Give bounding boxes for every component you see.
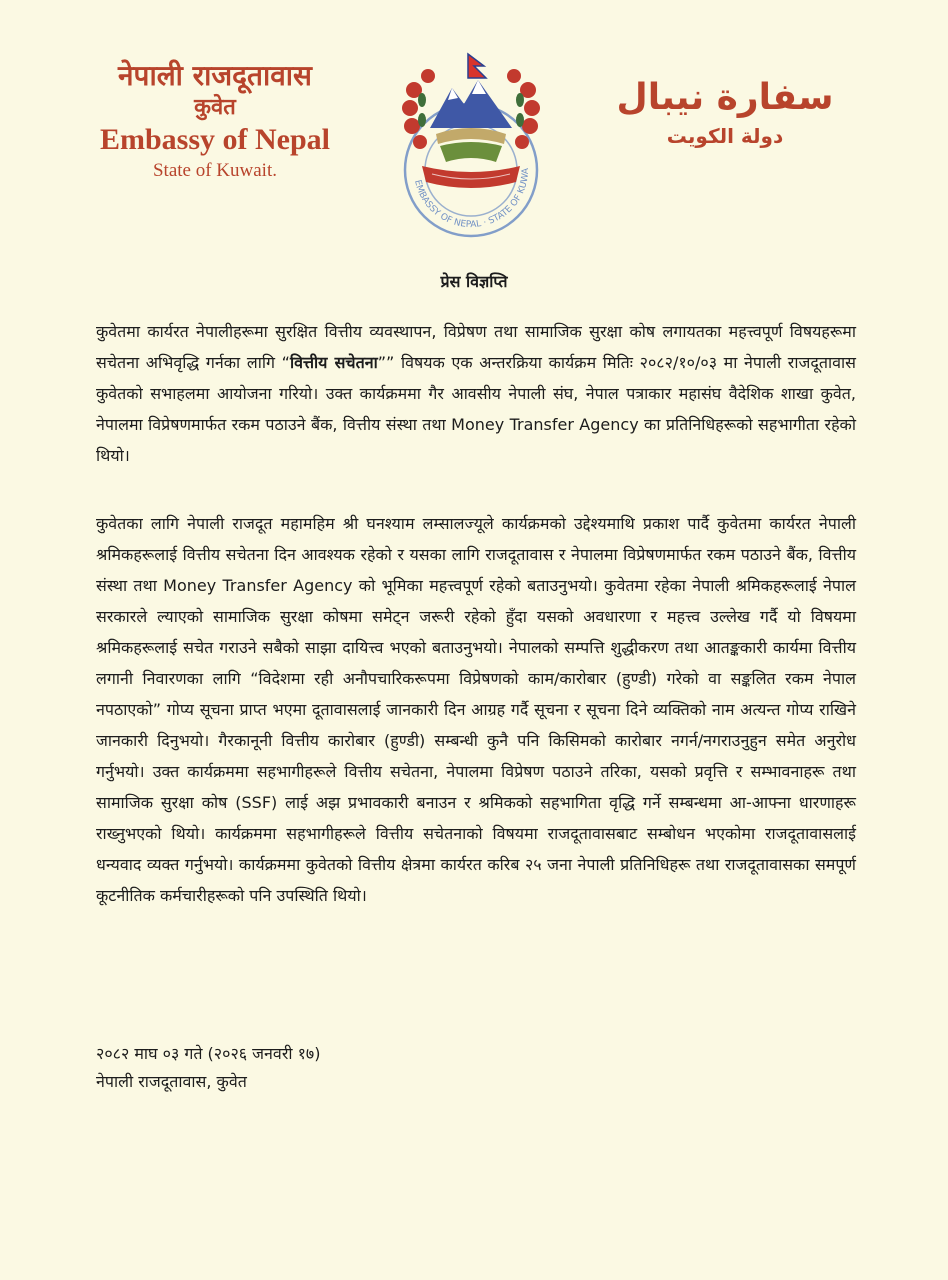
paragraph-1 xyxy=(96,316,856,471)
nepal-flag-icon xyxy=(468,54,486,78)
embassy-name-nepali: नेपाली राजदूतावास xyxy=(118,59,312,92)
mountain-icon xyxy=(430,80,512,128)
signatory: नेपाली राजदूतावास, कुवेत xyxy=(96,1072,247,1091)
paragraph-1-part-2: ”” विषयक एक अन्तरक्रिया कार्यक्रम मितिः २०८२/१०/०३ मा नेपाली राजदूतावास कुवेतको सभाहलमा आयोजना गरियो। उक्त कार्यक्रममा गैर आवसीय नेपाली संघ, नेपाल पत्राकार महासंघ वैदेशिक शाखा कुवेत, नेपालमा विप्रेषणमार्फत रकम पठाउने बैंक, वित्तीय संस्था तथा Money Transfer Agency का प्रतिनिधिहरूको सहभागीता रहेको थियो। xyxy=(96,353,856,465)
embassy-location-nepali: कुवेत xyxy=(194,95,236,120)
embassy-location-arabic: دولة الكويت xyxy=(666,124,784,148)
paragraph-1-highlight: वित्तीय सचेतना xyxy=(289,353,378,372)
document-title: प्रेस विज्ञप्ति xyxy=(440,272,508,291)
letterhead-right xyxy=(570,74,880,150)
paragraph-1-part-1: कुवेतमा कार्यरत नेपालीहरूमा सुरक्षित वित्तीय व्यवस्थापन, विप्रेषण तथा सामाजिक सुरक्षा कोष लगायतका महत्त्वपूर्ण विषयहरूमा सचेतना अभिवृद्धि गर्नका लागि “ xyxy=(96,322,856,372)
embassy-name-english: Embassy of Nepal xyxy=(99,123,331,156)
date-line: २०८२ माघ ०३ गते (२०२६ जनवरी १७) xyxy=(96,1044,321,1063)
emblem-graphic xyxy=(392,50,550,240)
signature-block xyxy=(96,1040,320,1096)
letterhead-left xyxy=(60,58,370,184)
nepal-emblem-seal xyxy=(392,50,550,240)
paragraph-2: कुवेतका लागि नेपाली राजदूत महामहिम श्री घनश्याम लम्सालज्यूले कार्यक्रमको उद्देश्यमाथि प्रकाश पार्दै कुवेतमा कार्यरत नेपाली श्रमिकहरूलाई वित्तीय सचेतना दिन आवश्यक रहेको र यसका लागि राजदूतावास र नेपालमा विप्रेषणमार्फत रकम पठाउने बैंक, वित्तीय संस्था तथा Money Transfer Agency को भूमिका महत्त्वपूर्ण रहेको बताउनुभयो। कुवेतमा रहेका नेपाली श्रमिकहरूलाई नेपाल सरकारले ल्याएको सामाजिक सुरक्षा कोषमा समेट्न जरूरी रहेको हुँदा यसको अवधारणा र महत्त्व उल्लेख गर्दै यो विषयमा श्रमिकहरूलाई सचेत गराउने सबैको साझा दायित्त्व भएको बताउनुभयो। नेपालको सम्पत्ति शुद्धीकरण तथा आतङ्ककारी कार्यमा वित्तीय लगानी निवारणका लागि “विदेशमा रही अनौपचारिकरूपमा विप्रेषणको काम/कारोबार (हुण्डी) गरेको वा सङ्कलित रकम नेपाल नपठाएको” गोप्य सूचना प्राप्त भएमा दूतावासलाई जानकारी दिन आग्रह गर्दै सूचना र सूचना दिने व्यक्तिको नाम अत्यन्त गोप्य राखिने जानकारी दिनुभयो। गैरकानूनी वित्तीय कारोबार (हुण्डी) सम्बन्धी कुनै पनि किसिमको कारोबार नगर्न/नगराउनुहुन समेत अनुरोध गर्नुभयो। उक्त कार्यक्रममा सहभागीहरूले वित्तीय सचेतना, नेपालमा विप्रेषण पठाउने तरिका, यसको प्रवृत्ति र सम्भावनाहरू तथा सामाजिक सुरक्षा कोष (SSF) लाई अझ प्रभावकारी बनाउन र श्रमिकको सहभागिता वृद्धि गर्ने सम्बन्धमा आ-आफ्ना धारणाहरू राख्नुभएको थियो। कार्यक्रममा सहभागीहरूले वित्तीय सचेतनाको विषयमा राजदूतावासबाट सम्बोधन भएकोमा राजदूतावासलाई धन्यवाद व्यक्त गर्नुभयो। कार्यक्रममा कुवेतको वित्तीय क्षेत्रमा कार्यरत करिब २५ जना नेपाली प्रतिनिधिहरू तथा राजदूतावासका समपूर्ण कूटनीतिक कर्मचारीहरूको पनि उपस्थिति थियो। xyxy=(96,514,856,905)
embassy-location-english: State of Kuwait. xyxy=(152,160,277,181)
ribbon-banner xyxy=(422,166,520,188)
seal-text: EMBASSY OF NEPAL · STATE OF KUWA xyxy=(412,167,532,231)
embassy-name-arabic: سفارة نيبال xyxy=(616,77,834,118)
hands-icon xyxy=(440,142,502,162)
